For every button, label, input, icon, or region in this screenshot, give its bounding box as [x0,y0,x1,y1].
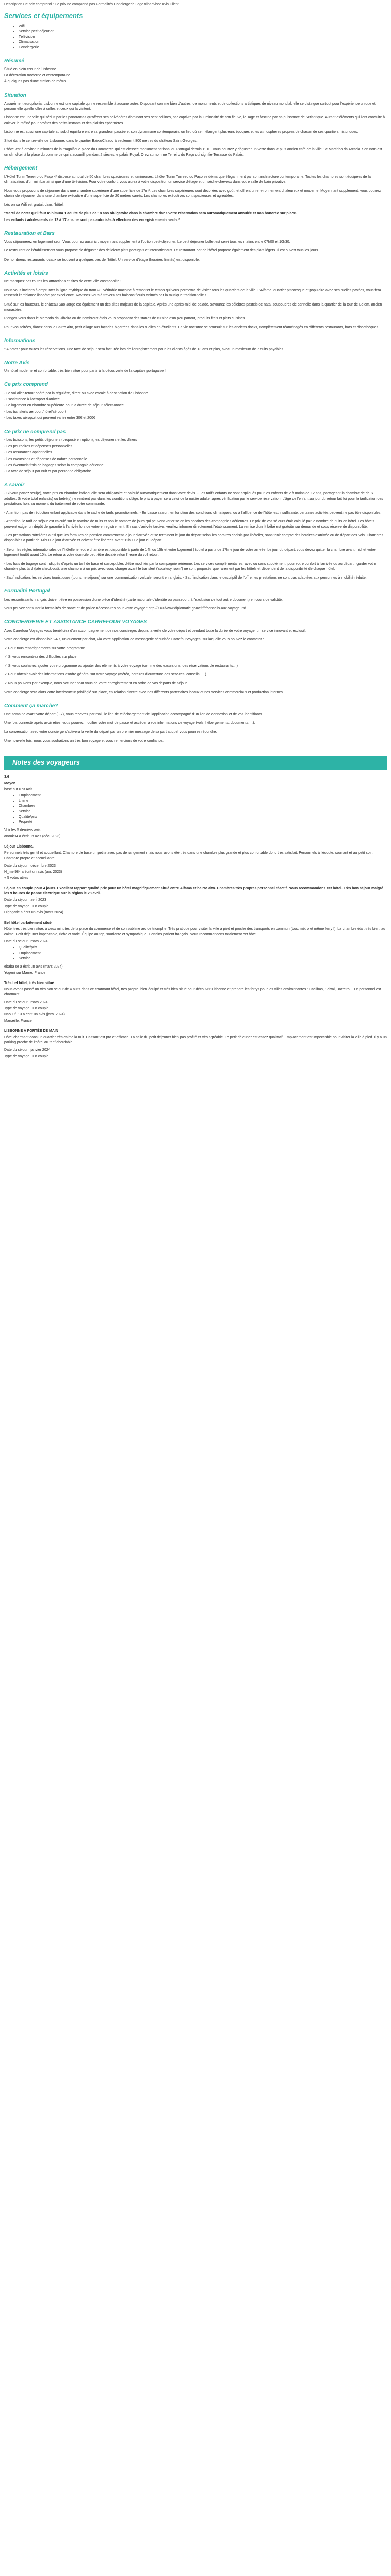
checklist-item: ✓ Pour tous renseignements sur votre programme [4,646,85,650]
paragraph: De nombreux restaurants locaux se trouvent à quelques pas de l'hôtel. Un service d'étage (horaires limités) est disponible. [4,258,200,262]
resume-line: Situé en plein cœur de Lisbonne [4,67,56,72]
notes-section [4,775,387,1059]
notes-score-label: Moyen [4,781,16,785]
review-title: LISBONNE A PORTÉE DE MAIN [4,1029,58,1033]
activites-title: Activités et loisirs [4,270,48,276]
list-item: • Service [19,809,387,815]
review [4,1012,387,1024]
review-title: Séjour Lisbonne. [4,845,34,849]
paragraph: * A noter : pour toutes les réservations, une taxe de séjour sera facturée lors de l'enregistrement pour les clients âgés de 13 ans et plus, avec un maximum de 7 nuits payables. [4,347,284,351]
resume-title: Résumé [4,58,24,64]
notes-based-on: basé sur 673 Avis [4,788,33,792]
list-item: - L'assistance à l'aéroport d'arrivée [4,398,60,402]
review-stay-date: Date du séjour : mars 2024 [4,940,48,944]
list-item: • Climatisation [19,40,387,45]
page [0,0,391,1059]
paragraph: La conversation avec votre concierge s'activera la veille du départ par un premier message de sa part auquel vous pourrez répondre. [4,730,217,734]
review-trip-type: Type de voyage : En couple [4,1054,49,1058]
review-title: Bel hôtel parfaitement situé [4,921,52,925]
comment-title: Comment ça marche? [4,703,58,709]
list-item: - Le vol aller-retour opéré par la régulière, direct ou avec escale à destination de Lisbonne [4,391,148,395]
notes-score: 3.6 [4,775,9,779]
paragraph: Nous vous invitons à emprunter la ligne mythique du tram 28, véritable machine à remonter le temps qui vous permettra de visiter tous les quartiers de la ville. L'Alfama, quartier pittoresque et populaire avec ses ruelles pavées, vous fera ressentir l'ambiance lisboète par excellence. Ravissez-vous à travers ses balcons fleuris animés par la musique traditionnelle ! [4,289,381,298]
paragraph: Votre concierge sera alors votre interlocuteur privilégié sur place, en relation directe avec nos différents partenaires locaux et nos services commerciaux et production internes. [4,690,284,694]
review-text: Personnels très gentil et accueillant. Chambre de base un petite avec pas de rangement mais nous avons été très dans une chambre plus grande et plus confortable donc très satisfait. Personnels à l'écoute, souriant et au petit soin. Chambre propre et accueillante. [4,851,374,860]
review-stay-date: Date du séjour : mars 2024 [4,1000,48,1004]
review-text: Séjour en couple pour 4 jours. Excellent rapport qualité prix pour un hôtel magnifiquement situé entre Alfama et bairro alto. Chambres très propres personnel réactif. Nous recommandons cet hôtel. Très bon séjour malgré les 9 heures de panne électrique sur la région le 28 avril. [4,887,383,896]
savoir-title: A savoir [4,482,25,488]
notre-avis-title: Notre Avis [4,360,30,366]
list-item: • Emplacement [19,793,387,799]
prix-comprend-title: Ce prix comprend [4,382,48,388]
review-stay-date: Date du séjour : décembre 2023 [4,863,56,868]
paragraph: Un hôtel moderne et confortable, très bien situé pour partir à la découverte de la capitale portugaise ! [4,369,166,374]
paragraph: - Si vous partez seul(e), votre prix en chambre individuelle sera obligatoire et calculé automatiquement dans votre devis. - Les tarifs enfants ne sont appliqués pour les enfants de 2 à moins de 12 ans, partageant la chambre de deux adultes. Si votre total enfant(s) ou bébé(s) ne rentrent pas dans les conditions d'âge, le prix à payer sera celui de la nuitée adulte, après vérification par le service réservation. L'âge de l'enfant au jour du retour fait foi pour la tarification des prestations hors au moment du traitement de votre commande. [4,492,383,506]
paragraph: Avec Carrefour Voyages vous bénéficiez d'un accompagnement de nos concierges depuis la veille de votre départ et pendant toute la durée de votre voyage, un service innovant et exclusif. [4,629,306,633]
notre-avis-section [4,360,387,375]
review [4,1029,387,1059]
paragraph: Nous vous proposons de séjourner dans une chambre supérieure d'une superficie de 17m². Les chambres supérieures sont décorées avec goût, et offrent un environnement chaleureux et moderne. Moyennant supplément, vous pourrez choisir de séjourner dans une chambre exécutive d'une superficie de 20 mètres carrés. Les chambres exécutives sont spacieuses et agréables. [4,189,381,198]
last-reviews-link[interactable]: Voir les 5 derniers avis [4,828,41,833]
paragraph: Votre concierge est disponible 24/7, uniquement par chat, via votre application de messagerie sécurisée CarrefourVoyages, sur laquelle vous pouvez le contacter : [4,637,264,641]
paragraph: Plongez-vous dans le Mercado da Ribeira ou de nombreux étals vous proposent des stands de cuisine d'un peu partout, produits frais et plats cuisinés. [4,316,246,320]
review-author: ebaba se a écrit un avis (mars 2024) [4,964,63,969]
list-item: • Télévision [19,35,387,40]
paragraph: Situé sur les hauteurs, le château Sao Jorge est également un des sites majeurs de la capitale. Après une après-midi de balade, savourez les célèbres pasteis de nata, soupoudrés de cannelle dans la quartier de la tour de Belem, ancien monastère. [4,302,382,312]
hebergement-section [4,165,387,223]
paragraph: Situé dans le centre-ville de Lisbonne, dans le quartier Baixa/Chiado à seulement 800 mètres du château Saint-Georges. [4,139,198,143]
review-title: Très bel hôtel, très bien situé [4,981,54,986]
prix-ne-comprend-title: Ce prix ne comprend pas [4,429,66,435]
informations-title: Informations [4,338,36,344]
list-item: • Qualité/prix [19,815,387,820]
review-trip-type: Type de voyage : En couple [4,904,49,908]
notes-banner: Notes des voyageurs [4,756,387,770]
list-item: • Qualité/prix [19,945,387,951]
notice-line: *Merci de noter qu'il faut minimum 1 adulte de plus de 18 ans obligatoire dans la chambre dans votre réservation sera automatiquement annulée et non honorée sur place. [4,212,297,216]
paragraph: - Les frais de bagage sont indiqués d'après un tarif de base et susceptibles d'être modifiés par la compagnie aérienne. Les services complémentaires, avec ou sans supplément, pour votre confort à l'arrivée ou au départ : garder votre chambre plus tard (late check-out), une chambre à un prix avec vous charger avant le transfert ('courtesy room') ne sont proposés que rarement par les hôtels et dépendent de la disponibilité de chaque hôtel. [4,562,377,571]
list-item: - La taxe de séjour par nuit et par personne obligatoire [4,469,91,473]
paragraph: Pour vos soirées, flânez dans le Bairro Alto, petit village aux façades bigarrées dans les ruelles en étudiants. La vie nocturne se poursuit sur les anciens docks, complètement réaménagés en différents restaurants, bars et discothèques. [4,325,380,329]
list-item: • Propreté [19,820,387,825]
resume-section [4,58,387,85]
activites-section [4,270,387,330]
review-votes: « 5 votes utiles [4,876,28,880]
savoir-section [4,482,387,581]
paragraph: - Attention, pas de réduction enfant applicable dans le cadre de tarifs promotionnels. - En basse saison, en fonction des conditions climatiques, ou à l'affluence de l'hôtel est insuffisante, certaines activités peuvent ne pas être disponibles. [4,511,382,515]
hebergement-title: Hébergement [4,165,37,172]
review [4,834,387,869]
list-item: - Les boissons, les petits déjeuners (proposé en option), les déjeuners et les dîners [4,438,137,443]
paragraph: Lès on sa Wifi est gratuit dans l'hôtel. [4,203,64,207]
review-stay-date: Date du séjour : janvier 2024 [4,1048,51,1052]
prix-comprend-section [4,381,387,421]
restauration-title: Restauration et Bars [4,230,55,236]
checklist-item: ✓ Nous pouvons par exemple, nous occuper pour vous de votre enregistrement en ordre de vos départs de séjour. [4,682,188,686]
paragraph: - Attention, le tarif de séjour est calculé sur le nombre de nuits et non le nombre de jours qui peuvent varier selon les horaires des compagnies aériennes. Le prix de vos séjours était calculé par le nombre de nuits en hôtel. Les hôtels peuvent exiger un dépôt de garantie à l'arrivée lors de votre enregistrement. En cas d'arrivée tardive, veuillez informer directement l'établissement. La remise d'un lit bébé est gratuite sur demande et sous réserve de disponibilité. [4,520,374,529]
situation-section [4,92,387,158]
conciergerie-title: CONCIERGERIE ET ASSISTANCE CARREFOUR VOYAGES [4,619,148,625]
services-title: Services et équipements [4,12,83,20]
checklist-item: ✓ Si vous rencontrez des difficultés sur place [4,655,77,659]
review-author: Highgarle a écrit un avis (mars 2024) [4,910,63,914]
review-location: Yogeni sur Marne, France [4,971,46,975]
list-item: • Conciergerie [19,45,387,50]
checklist-item: ✓ Si vous souhaitez ajouter votre programme ou ajouter des éléments à votre voyage (comme des excursions, des réservations de restaurants…) [4,664,238,668]
list-item: - Le logement en chambre supérieure pour la durée de séjour sélectionnée [4,404,124,408]
paragraph: Lisbonne est aussi une capitale au subtil équilibre entre sa grandeur passée et son dynamisme contemporain, un lieu où se mélangent plusieurs époques et les atmosphères propres de chacun de ses quartiers historiques. [4,130,359,134]
list-item: • Service petit déjeuner [19,29,387,35]
review-text: Hôtel très très bien situé, à deux minutes de la place du commerce et de son sublime arc de triomphe. Très pratique pour visiter la ville à pied et proche des transports en commun (bus, métro et même ferry !). La chambre était très bien, au calme. Petit déjeuner impeccable, riche et varié. Équipe au top, souriante et sympathique. Certains parlent français. Nous recommandons totalement cet hôtel ! [4,927,385,937]
situation-title: Situation [4,92,26,98]
paragraph: L'Hôtel Turim Terreiro do Paço 4* dispose au total de 50 chambres spacieuses et lumineuses. L'hôtel Turim Terreiro do Paço se démarque élégamment par son architecture contemporaine. Toutes les chambres sont équipées de la climatisation, d'un minibar ainsi que d'une télévision. Pour votre confort, vous aurez à votre disposition un service d'étage et un sèche-cheveux dans votre salle de bain privative. [4,175,371,184]
review [4,964,387,976]
list-item: • Literie [19,799,387,804]
notice-line: Les enfants / adolescents de 12 à 17 ans ne sont pas autorisés à effectuer des enregistrements seuls.* [4,218,180,222]
review-author: anouk94 a écrit un avis (déc. 2023) [4,835,61,839]
review-location: Marseille, France [4,1019,32,1023]
paragraph: - Sauf indication, les services touristiques (tourisme séjours) sur une communication verbale, seront en anglais. - Sauf indication dans le descriptif de l'offre, les prestations ne sont pas adaptées aux personnes à mobilité réduite. [4,576,367,580]
paragraph: Vous séjournerez en logement seul. Vous pourrez aussi ici, moyennant supplément à l'option petit-déjeuner. Le petit déjeuner buffet est servi tous les matins entre 07h00 et 10h30. [4,240,290,244]
list-item: - Les éventuels frais de bagages selon la compagnie aérienne [4,463,104,467]
paragraph: - Les prestations hôtelières ainsi que les formules de pension commencent le jour d'arrivée et se terminent le jour du départ selon les horaires choisis par l'hôtelier, sans tenir compte des horaires d'arrivée ou de départ des vols. Chambres disponibles à partir de 14h00 le jour d'arrivée et doivent être libérées avant 12h00 le jour du départ. [4,534,384,543]
list-item: - Les taxes aéroport qui peuvent varier entre 30€ et 200€ [4,416,95,420]
formalite-title: Formalité Portugal [4,588,50,595]
paragraph: Lisbonne est une ville qui séduit par les panoramas qu'offrent ses belvédères dominant ses sept collines, par captivre par la luminosité de son fleuve, le Tage et fascine par sa puissance de l'Atlantique. Autant d'éléments qui l'ont conduite à cultiver le raffiné pour profiter des petits instants et des plaisirs éphémères. [4,116,385,125]
resume-line: À quelques pas d'une station de métro [4,80,66,84]
paragraph[interactable]: Vous pouvez consulter la formalités de santé et de police nécessaires pour votre voyage : http://XXX/www.diplomatie.gouv.fr/fr/conseils-aux-voyageurs/ [4,606,246,611]
restauration-section [4,230,387,263]
review [4,910,387,961]
paragraph: Les ressortissants français doivent être en possession d'une pièce d'identité (carte nationale d'identité ou passeport, à l'exclusion de tout autre document) en cours de validité. [4,598,283,602]
formalite-section [4,588,387,612]
resume-line: La décoration moderne et contemporaine [4,74,71,78]
review [4,870,387,909]
review-categories [4,945,387,961]
review-stay-date: Date du séjour : avril 2023 [4,898,46,902]
services-list [4,24,387,50]
prix-ne-comprend-section [4,429,387,474]
paragraph: L'hôtel est à environ 5 minutes de la magnifique place du Commerce qui est classée monument national du Portugal depuis 1910. Vous pourrez y déguster un verre dans le plus ancien café de la ville : le Martinho da Arcada. Son nom est un clin d'œil à la place du commerce qui a accueilli pendant 2 siècles le palais Royal. Orez surnomme Terreiro do Paço qui signifie Terrasse du Palais. [4,147,382,157]
list-item: • Service [19,956,387,961]
list-item: • Emplacement [19,951,387,956]
review-author: N_mel984 a écrit un avis (avr. 2023) [4,870,62,874]
paragraph: Une semaine avant votre départ (J-7), vous recevrez par mail, le lien de téléchargement de l'application accompagné d'un lien de connexion et de vos identifiants. [4,713,263,717]
list-item: • Wifi [19,24,387,29]
review-author: Naouuf_13 a écrit un avis (janv. 2024) [4,1012,65,1016]
list-item: • Chambres [19,804,387,809]
conciergerie-section [4,619,387,696]
notes-categories [4,793,387,825]
paragraph: Une fois connecté après avoir étiez, vous pourrez modifier votre mot de passe et accéder à vos informations de voyage (vols, hébergements, documents,…). [4,721,255,725]
list-item: - Les pourboires et dépenses personnelles [4,445,73,449]
review-text: Nous avons passé un très bon séjour de 4 nuits dans ce charmant hôtel, très propre, bien équipé et très bien situé pour découvrir Lisbonne et prendre les ferrys pour les villes environnantes : Cacilhas, Seixal, Barreiro… Le personnel est charmant. [4,988,381,997]
list-item: - Les assurances optionnelles [4,451,52,455]
paragraph: Une nouvelle fois, nous vous souhaitons un très bon voyage et vous remercions de votre confiance. [4,739,164,743]
paragraph: Le restaurant de l'établissement vous propose de déguster des délicieux plats portugais et internationaux. Le restaurant bar de l'hôtel propose également des plats légers. Il est ouvert tous les jours. [4,249,319,253]
list-item: - Les excursions et dépenses de nature personnelle [4,457,87,461]
informations-section [4,337,387,352]
review-text: Hôtel charmant dans un quartier très calme la nuit. Cassant est pro et efficace. La salle du petit déjeuner bien pas profité et très agréable. Le petit déjeuner est assez qualitatif. Emplacement est impeccable pour visiter la ville à pied. Il y a un parking proche de l'hôtel au tarif abordable. [4,1036,387,1045]
paragraph: Ne manquez pas toutes les attractions et sites de cette ville cosmopolite ! [4,280,122,284]
list-item: - Les transferts aéroport/hôtel/aéroport [4,410,66,414]
services-section [4,11,387,50]
page-description: Description Ce prix comprend : Ce prix ne comprend pas Formalités Conciergerie Logo tripadvisor Avis Client [4,3,179,6]
review-trip-type: Type de voyage : En couple [4,1006,49,1010]
comment-section [4,703,387,744]
review [4,981,387,1011]
checklist-item: ✓ Pour obtenir avoir des informations d'ordre général sur votre voyage (météo, horaires d'ouverture des services, conseils, …) [4,673,206,677]
paragraph: - Selon les règles internationales de l'hôtellerie, votre chambre est disponible à partir de 14h ou 15h et votre logement ( toutel à partir de 17h le jour de votre arrivée. Le jour du départ, vous devez quitter la chambre avant midi et votre logement toutôt avant 10h. Le retour à votre domicile peut être décalé selon l'heure du vol retour. [4,548,376,557]
paragraph: Assurément europhoria, Lisbonne est une capitale qui ne ressemble à aucune autre. Disposant comme bien d'autres, de monuments et de collections artistiques de niveau mondial, elle se distingue surtout pour l'expérience unique et personnelle qu'elle offre à celles et ceux qui la visitent. [4,102,376,111]
